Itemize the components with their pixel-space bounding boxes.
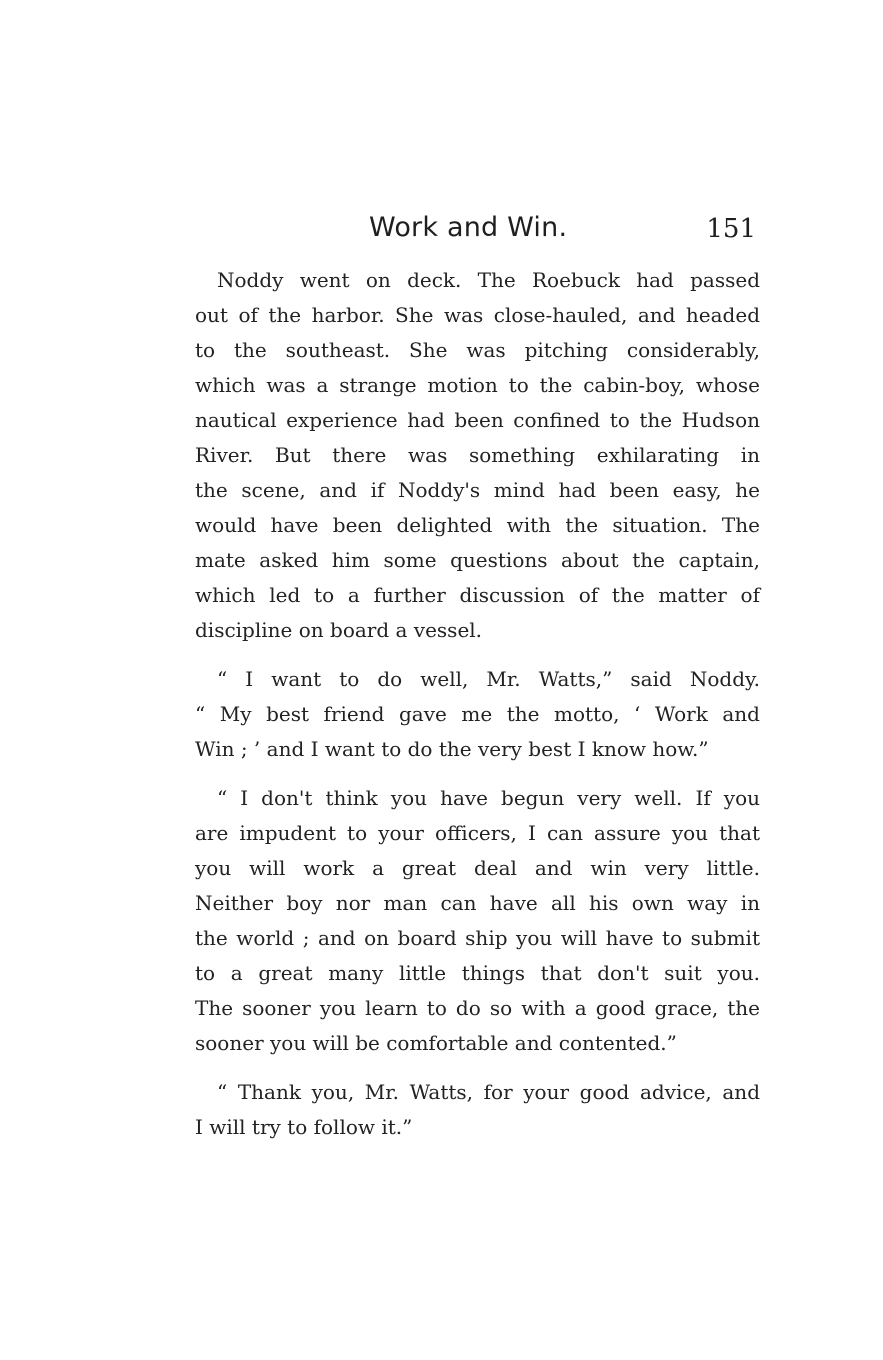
text-line: River. But there was something exhilarating in [195,443,760,467]
body-text [195,263,760,1145]
text-line: Noddy went on deck. The Roebuck had passed [217,268,760,292]
paragraph-mate-advice [195,781,760,1061]
text-line: Neither boy nor man can have all his own way in [195,891,760,915]
running-head [195,212,760,252]
text-line: “ I want to do well, Mr. Watts,” said Noddy. [217,667,760,691]
text-line: sooner you will be comfortable and contented.” [195,1031,677,1055]
text-line: The sooner you learn to do so with a good grace, the [195,996,760,1020]
text-line: nautical experience had been confined to the Hudson [195,408,760,432]
text-line: “ Thank you, Mr. Watts, for your good advice, and [217,1080,760,1104]
text-line: mate asked him some questions about the captain, [195,548,760,572]
text-line: the world ; and on board ship you will have to submit [195,926,760,950]
text-line: you will work a great deal and win very little. [195,856,760,880]
text-line: which led to a further discussion of the matter of [195,583,760,607]
text-line: Win ; ’ and I want to do the very best I know how.” [195,737,709,761]
text-line: would have been delighted with the situation. The [195,513,760,537]
running-title: Work and Win. [369,212,568,243]
text-line: are impudent to your officers, I can assure you that [195,821,760,845]
text-line: “ I don't think you have begun very well. If you [217,786,760,810]
page-number: 151 [706,214,756,244]
paragraph-noddy-thanks [195,1075,760,1145]
text-line: out of the harbor. She was close-hauled, and headed [195,303,760,327]
text-line: discipline on board a vessel. [195,618,483,642]
text-line: I will try to follow it.” [195,1115,413,1139]
text-line: to a great many little things that don't suit you. [195,961,760,985]
text-line: the scene, and if Noddy's mind had been easy, he [195,478,760,502]
paragraph-noddy-on-deck [195,263,760,648]
text-line: which was a strange motion to the cabin-boy, whose [195,373,760,397]
text-line: “ My best friend gave me the motto, ‘ Work and [195,702,760,726]
text-line: to the southeast. She was pitching considerably, [195,338,760,362]
paragraph-noddy-reply [195,662,760,767]
